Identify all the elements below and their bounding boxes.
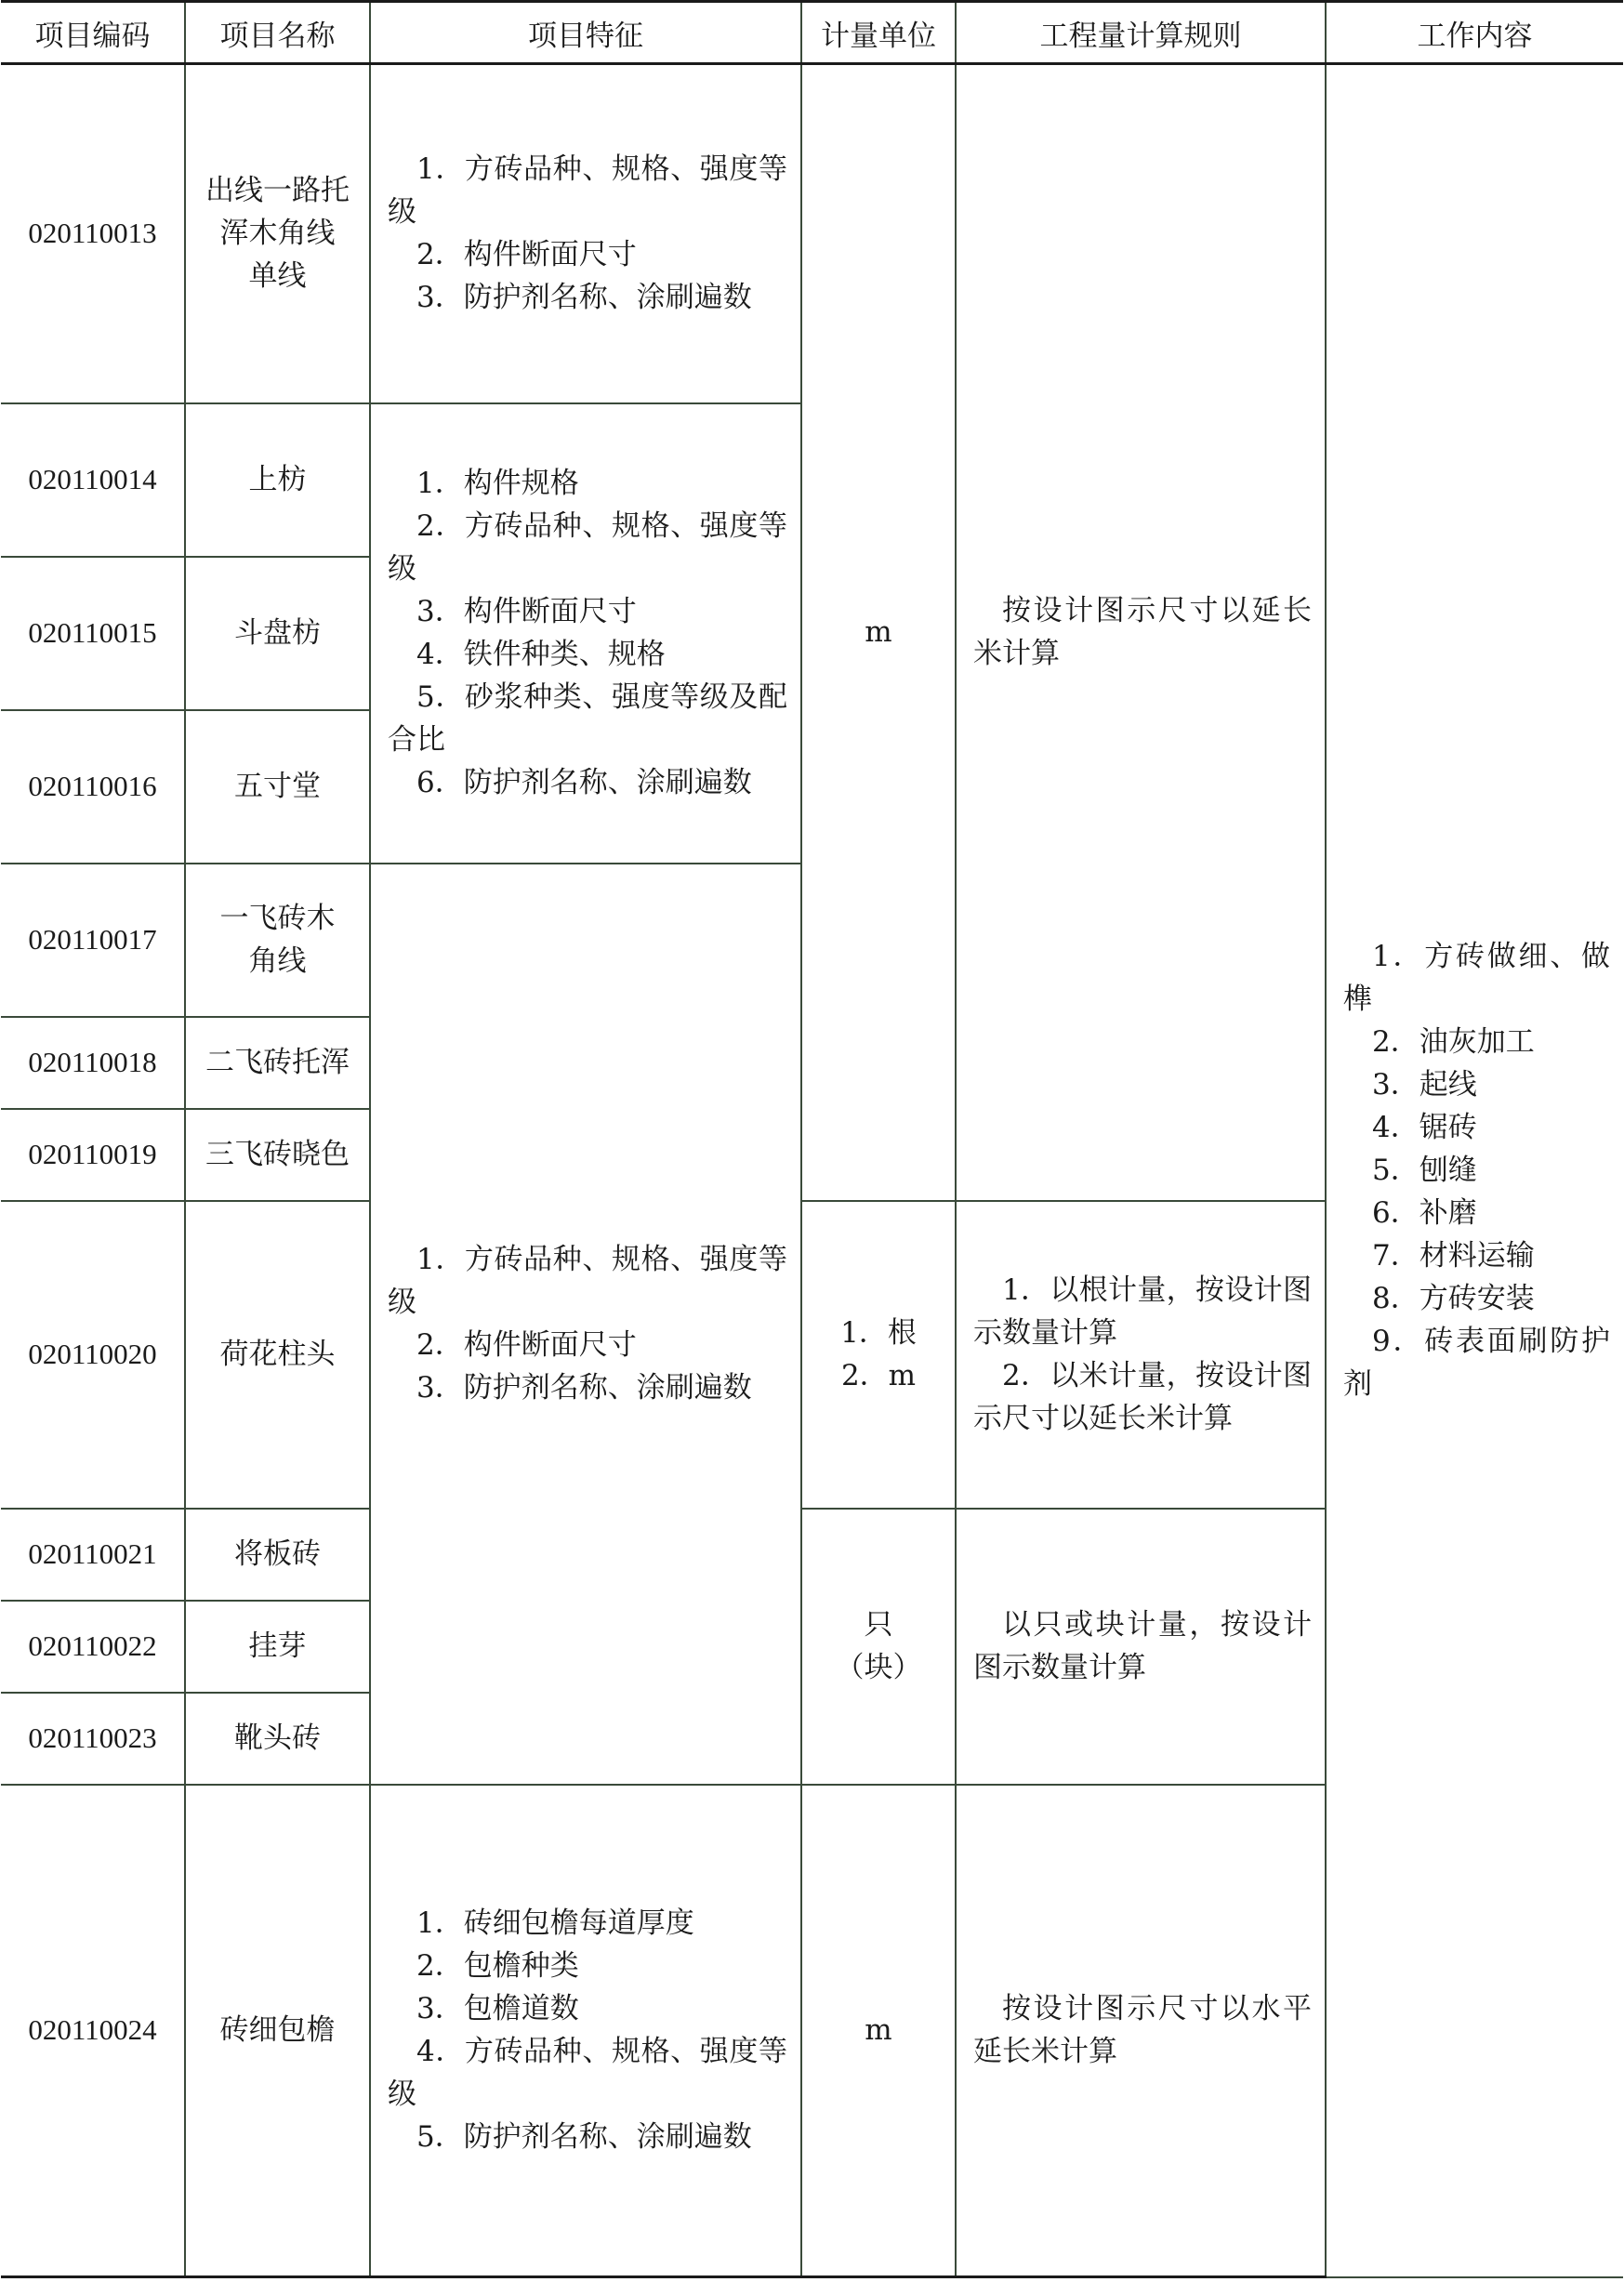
item-code: 020110013 bbox=[1, 64, 185, 403]
item-name bbox=[185, 1693, 370, 1785]
item-name-line: 斗盘枋 bbox=[234, 616, 321, 650]
feature-item: 5．防护剂名称、涂刷遍数 bbox=[416, 2120, 752, 2155]
item-features bbox=[370, 864, 801, 1785]
feature-item: 1．构件规格 bbox=[416, 467, 579, 500]
feature-item: 6．防护剂名称、涂刷遍数 bbox=[416, 766, 752, 799]
item-name-line: 荷花柱头 bbox=[219, 1338, 336, 1371]
item-name bbox=[185, 1017, 370, 1109]
work-item: 5．刨缝 bbox=[1372, 1154, 1477, 1188]
feature-item: 3．构件断面尺寸 bbox=[416, 595, 637, 628]
item-name bbox=[185, 64, 370, 403]
header-code: 项目编码 bbox=[1, 2, 185, 64]
item-code: 020110016 bbox=[1, 710, 185, 864]
item-name bbox=[185, 710, 370, 864]
header-unit: 计量单位 bbox=[801, 2, 956, 64]
item-name bbox=[185, 1509, 370, 1601]
calc-rule bbox=[956, 64, 1326, 1201]
item-code: 020110015 bbox=[1, 557, 185, 710]
item-name bbox=[185, 1201, 370, 1509]
work-item: 7．材料运输 bbox=[1372, 1239, 1535, 1273]
item-code: 020110017 bbox=[1, 864, 185, 1017]
unit-value: m bbox=[865, 2013, 892, 2048]
unit-value: （块） bbox=[835, 1651, 922, 1684]
feature-item: 5．砂浆种类、强度等级及配合比 bbox=[388, 680, 787, 757]
item-name bbox=[185, 1601, 370, 1693]
unit-cell bbox=[801, 1509, 956, 1785]
item-name-line: 角线 bbox=[248, 944, 307, 978]
feature-item: 2．包檐种类 bbox=[416, 1949, 579, 1984]
item-name-line: 挂芽 bbox=[248, 1629, 307, 1663]
unit-value: 2．m bbox=[840, 1359, 917, 1392]
item-code: 020110023 bbox=[1, 1693, 185, 1785]
item-name-line: 浑木角线 bbox=[219, 217, 336, 251]
rule-item: 2．以米计量，按设计图示尺寸以延长米计算 bbox=[973, 1359, 1312, 1435]
feature-item: 1．方砖品种、规格、强度等级 bbox=[388, 152, 787, 230]
item-name-line: 将板砖 bbox=[234, 1537, 321, 1571]
item-name bbox=[185, 1109, 370, 1201]
work-item: 2．油灰加工 bbox=[1372, 1025, 1535, 1060]
unit-cell bbox=[801, 64, 956, 1201]
item-code: 020110021 bbox=[1, 1509, 185, 1601]
feature-item: 2．构件断面尺寸 bbox=[416, 238, 637, 272]
calc-rule bbox=[956, 1201, 1326, 1509]
item-features bbox=[370, 1785, 801, 2277]
calc-rule bbox=[956, 1509, 1326, 1785]
header-row bbox=[1, 2, 1623, 64]
item-code: 020110019 bbox=[1, 1109, 185, 1201]
feature-item: 3．防护剂名称、涂刷遍数 bbox=[416, 281, 752, 315]
item-code: 020110024 bbox=[1, 1785, 185, 2277]
feature-item: 3．包檐道数 bbox=[416, 1992, 579, 2026]
header-features: 项目特征 bbox=[370, 2, 801, 64]
calc-rule bbox=[956, 1785, 1326, 2277]
header-rule: 工程量计算规则 bbox=[956, 2, 1326, 64]
feature-item: 1．砖细包檐每道厚度 bbox=[416, 1906, 694, 1941]
item-code: 020110020 bbox=[1, 1201, 185, 1509]
item-name bbox=[185, 557, 370, 710]
item-name-line: 出线一路托 bbox=[205, 174, 350, 208]
rule-item: 按设计图示尺寸以延长米计算 bbox=[973, 594, 1312, 671]
work-item: 3．起线 bbox=[1372, 1068, 1477, 1102]
table-row bbox=[1, 64, 1623, 403]
work-item: 1．方砖做细、做榫 bbox=[1343, 940, 1610, 1017]
item-name-line: 靴头砖 bbox=[234, 1721, 321, 1755]
item-features bbox=[370, 64, 801, 403]
unit-cell bbox=[801, 1785, 956, 2277]
item-name-line: 砖细包檐 bbox=[219, 2013, 336, 2048]
header-name: 项目名称 bbox=[185, 2, 370, 64]
item-name-line: 二飞砖托浑 bbox=[205, 1046, 350, 1079]
item-name-line: 五寸堂 bbox=[234, 770, 321, 803]
header-work: 工作内容 bbox=[1326, 2, 1623, 64]
feature-item: 2．方砖品种、规格、强度等级 bbox=[388, 509, 787, 586]
feature-item: 4．方砖品种、规格、强度等级 bbox=[388, 2035, 787, 2112]
item-code: 020110022 bbox=[1, 1601, 185, 1693]
item-code: 020110018 bbox=[1, 1017, 185, 1109]
item-name bbox=[185, 403, 370, 557]
work-item: 4．锯砖 bbox=[1372, 1111, 1477, 1145]
item-name-line: 单线 bbox=[248, 259, 307, 294]
work-item: 8．方砖安装 bbox=[1372, 1282, 1535, 1316]
unit-value: m bbox=[865, 615, 892, 650]
unit-value: 1．根 bbox=[840, 1316, 917, 1350]
item-features bbox=[370, 403, 801, 864]
item-name bbox=[185, 864, 370, 1017]
item-name-line: 三飞砖晓色 bbox=[205, 1138, 350, 1171]
item-name-line: 一飞砖木 bbox=[219, 902, 336, 935]
feature-item: 1．方砖品种、规格、强度等级 bbox=[388, 1243, 787, 1319]
bill-of-quantities-table bbox=[1, 0, 1623, 2278]
work-item: 9．砖表面刷防护剂 bbox=[1343, 1325, 1610, 1402]
unit-value: 只 bbox=[864, 1608, 893, 1642]
work-content bbox=[1326, 64, 1623, 2277]
item-name bbox=[185, 1785, 370, 2277]
work-item: 6．补磨 bbox=[1372, 1196, 1477, 1231]
feature-item: 4．铁件种类、规格 bbox=[416, 638, 666, 671]
rule-item: 按设计图示尺寸以水平延长米计算 bbox=[973, 1992, 1312, 2069]
unit-cell bbox=[801, 1201, 956, 1509]
item-code: 020110014 bbox=[1, 403, 185, 557]
item-name-line: 上枋 bbox=[248, 463, 307, 496]
rule-item: 1．以根计量，按设计图示数量计算 bbox=[973, 1273, 1312, 1350]
feature-item: 2．构件断面尺寸 bbox=[416, 1328, 637, 1362]
rule-item: 以只或块计量，按设计图示数量计算 bbox=[973, 1608, 1312, 1684]
feature-item: 3．防护剂名称、涂刷遍数 bbox=[416, 1371, 752, 1405]
